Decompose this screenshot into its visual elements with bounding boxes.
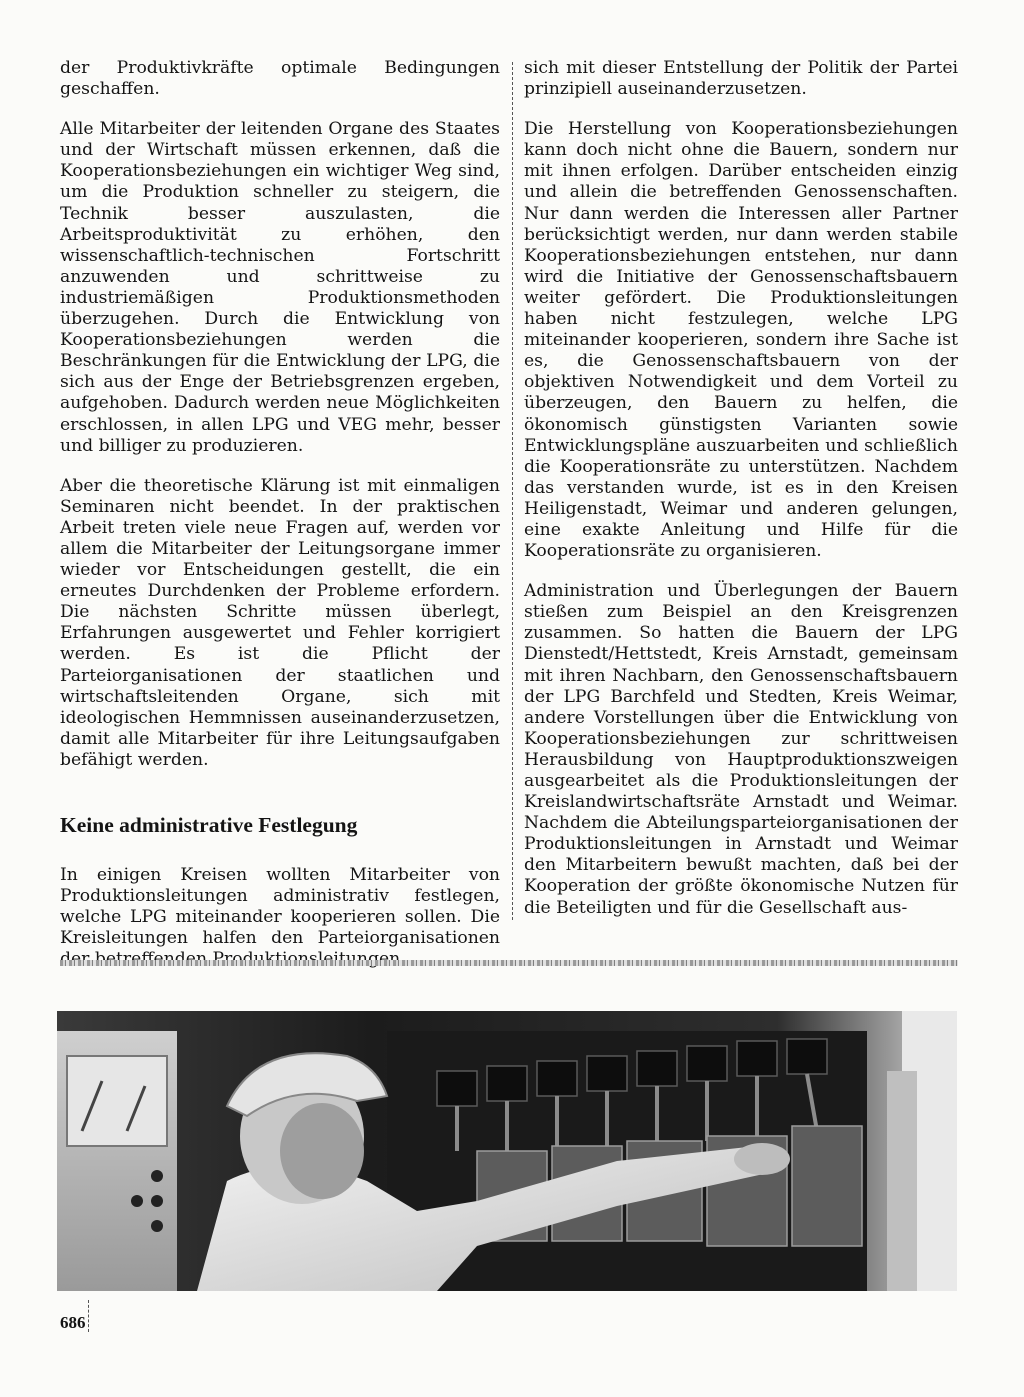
left-column [60,58,500,989]
right-paragraph-3: Administration und Überlegungen der Bauern stießen zum Beispiel an den Kreisgrenzen zusammen. So hatten die Bauern der LPG Dienstedt/Hettstedt, Kreis Arnstadt, gemeinsam mit ihren Nachbarn, den Genossenschaftsbauern der LPG Barchfeld und Stedten, Kreis Weimar, andere Vorstellungen über die Entwicklung von Kooperationsbeziehungen zur schrittweisen Herausbildung von Hauptproduktionszweigen ausgearbeitet als die Produktionsleitungen der Kreislandwirtschaftsräte Arnstadt und Weimar. Nachdem die Abteilungsparteiorganisationen der Produktionsleitungen in Arnstadt und Weimar den Mitarbeitern bewußt machten, daß bei der Kooperation der größte ökonomische Nutzen für die Beteiligten und für die Gesellschaft aus- [524,581,958,918]
right-column [524,58,958,938]
left-paragraph-3: Aber die theoretische Klärung ist mit einmaligen Seminaren nicht beendet. In der praktischen Arbeit treten viele neue Fragen auf, werden vor allem die Mitarbeiter der Leitungsorgane immer wieder vor Entscheidungen gestellt, die ein erneutes Durchdenken der Probleme erfordern. Die nächsten Schritte müssen überlegt, Erfahrungen ausgewertet und Fehler korrigiert werden. Es ist die Pflicht der Parteiorganisationen der staatlichen und wirtschaftsleitenden Organe, sich mit ideologischen Hemmnissen auseinanderzusetzen, damit alle Mitarbeiter für ihre Leitungsaufgaben befähigt werden. [60,475,500,770]
page-number: 686 [60,1313,86,1332]
section-heading: Keine administrative Festlegung [60,813,358,837]
photograph [57,1011,957,1291]
left-paragraph-2: Alle Mitarbeiter der leitenden Organe des Staates und der Wirtschaft müssen erkennen, daß die Kooperationsbeziehungen ein wichtiger Weg sind, um die Produktion schneller zu steigern, die Technik besser auszulasten, die Arbeitsproduktivität zu erhöhen, den wissenschaftlich-technischen Fortschritt anzuwenden und schrittweise zu industriemäßigen Produktionsmethoden überzugehen. Durch die Entwicklung von Kooperationsbeziehungen werden die Beschränkungen für die Entwicklung der LPG, die sich aus der Enge der Betriebsgrenzen ergeben, aufgehoben. Dadurch werden neue Möglichkeiten erschlossen, in allen LPG und VEG mehr, besser und billiger zu produzieren. [60,119,500,456]
left-paragraph-1: der Produktivkräfte optimale Bedingungen geschaffen. [60,58,500,100]
right-paragraph-2: Die Herstellung von Kooperationsbeziehungen kann doch nicht ohne die Bauern, sondern nur mit ihnen erfolgen. Darüber entscheiden einzig und allein die betreffenden Genossenschaften. Nur dann werden die Interessen aller Partner berücksichtigt werden, nur dann werden stabile Kooperationsbeziehungen entstehen, nur dann wird die Initiative der Genossenschaftsbauern weiter gefördert. Die Produktionsleitungen haben nicht festzulegen, welche LPG miteinander kooperieren, sondern ihre Sache ist es, die Genossenschaftsbauern von der objektiven Notwendigkeit und dem Vorteil zu überzeugen, den Bauern zu helfen, die ökonomisch günstigsten Varianten sowie Entwicklungspläne auszuarbeiten und schließlich die Kooperationsräte zu unterstützen. Nachdem das verstanden wurde, ist es in den Kreisen Heiligenstadt, Weimar und anderen gelungen, eine exakte Anleitung und Hilfe für die Kooperationsräte zu organisieren. [524,119,958,562]
right-paragraph-1: sich mit dieser Entstellung der Politik der Partei prinzipiell auseinanderzusetzen. [524,58,958,100]
left-paragraph-4: In einigen Kreisen wollten Mitarbeiter von Produktionsleitungen administrativ festlegen, welche LPG miteinander kooperieren sollen. Die Kreisleitungen halfen den Parteiorganisationen [60,865,500,949]
column-divider [512,62,513,920]
horizontal-rule [60,960,958,966]
margin-rule [88,1300,89,1332]
